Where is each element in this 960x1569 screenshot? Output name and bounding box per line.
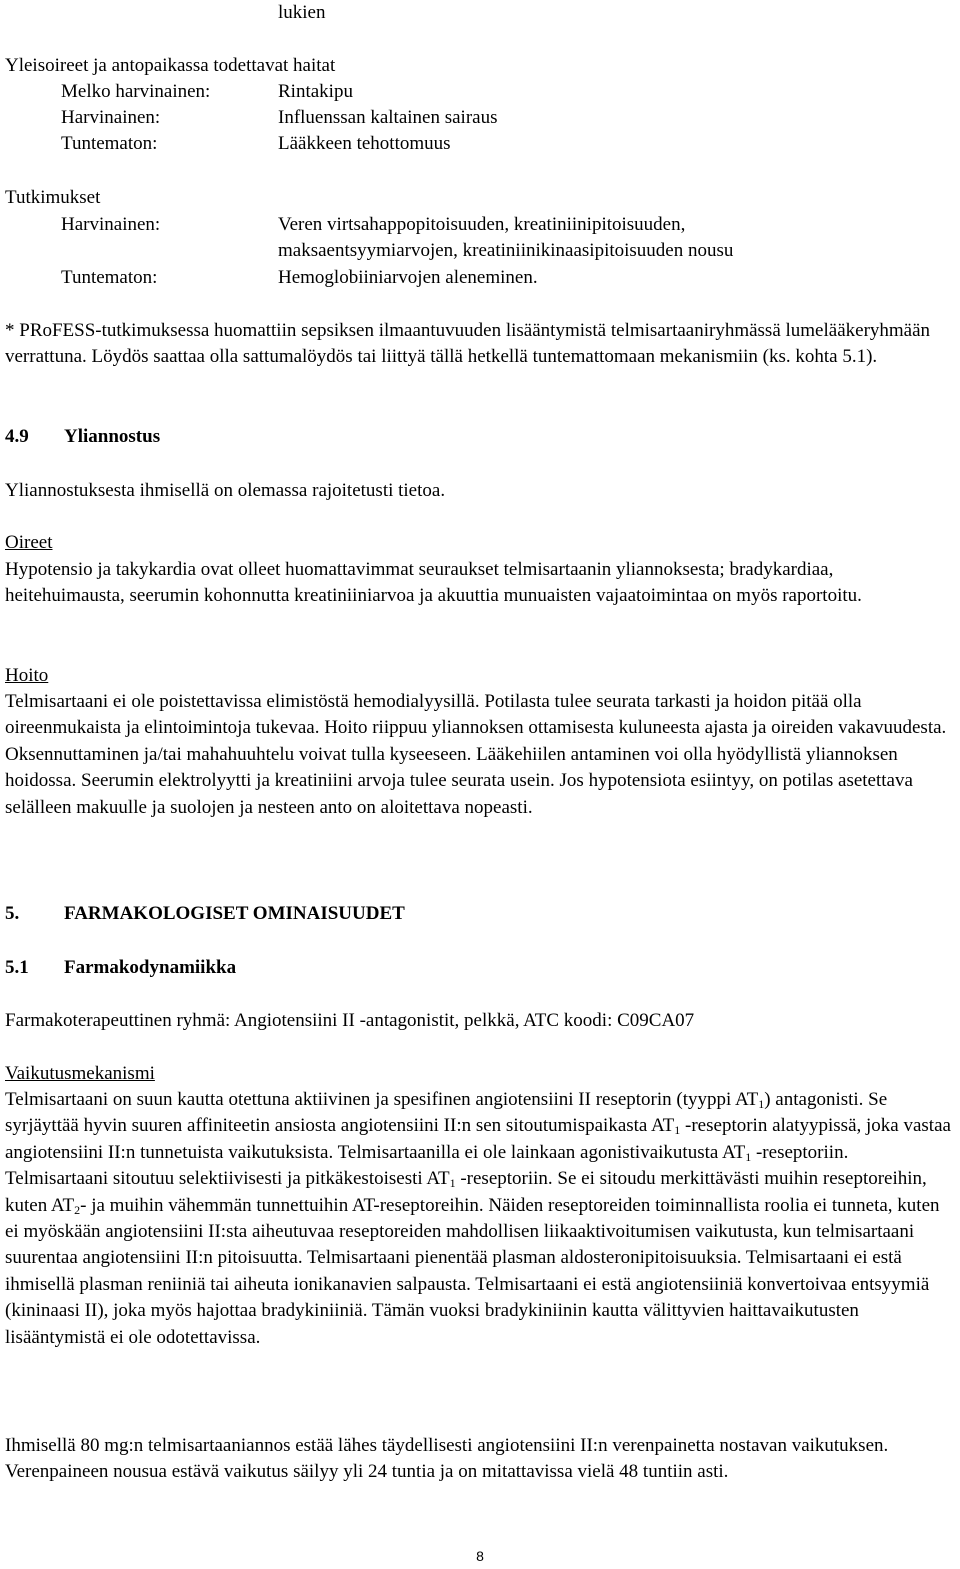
mechanism-text: - ja muihin vähemmän tunnettuihin AT-reseptoreihin. Näiden reseptoreiden toiminnallista roolia ei tunneta, kuten ei myöskään angiotensiini II:sta aiheutuvaa reseptoreiden mahdollisen liikaaktivoitumisen vaikutusta, kun telmisartaani suurentaa angiotensiini II:n pitoisuutta. Telmisartaani pienentää plasman aldosteronipitoisuuksia. Telmisartaani ei estä ihmisellä plasman reniiniä tai aiheuta ionikanavien salpausta. Telmisartaani ei estä angiotensiiniä konvertoivaa entsyymiä (kininaasi II), joka myös hajottaa bradykiniiniä. Tämän vuoksi bradykiniinin kautta välittyvien haittavaikutusten lisääntymistä ei ole odotettavissa.	[5, 1194, 940, 1348]
mechanism-heading: Vaikutusmekanismi	[5, 1063, 155, 1084]
section-number: 4.9	[5, 426, 29, 447]
adverse-effect: Hemoglobiiniarvojen aleneminen.	[278, 267, 538, 288]
treatment-paragraph: Telmisartaani ei ole poistettavissa elimistöstä hemodialyysillä. Potilasta tulee seurata tarkasti ja hoidon pitää olla oireenmukaista ja elintoimintoja tukevaa. Hoito riippuu yliannoksen ottamisesta kuluneesta ajasta ja oireiden vakavuudesta. Oksennuttaminen ja/tai mahahuuhtelu voivat tulla kyseeseen. Lääkehiilen antaminen voi olla hyödyllistä yliannoksen hoidossa. Seerumin elektrolyytti ja kreatiniini arvoja tulee seurata usein. Jos hypotensiota esiintyy, on potilas asetettava selälleen makuulle ja suolojen ja nesteen anto on aloitettava nopeasti.	[5, 691, 947, 818]
frequency-label: Tuntematon:	[61, 267, 158, 288]
footnote-paragraph: * PRoFESS-tutkimuksessa huomattiin sepsiksen ilmaantuvuuden lisääntymistä telmisartaaniryhmässä lumelääkeryhmään verrattuna. Löydös saattaa olla sattumalöydös tai liittyä tällä hetkellä tuntemattomaan mekanismiin (ks. kohta 5.1).	[5, 320, 931, 368]
pharmacotherapeutic-group: Farmakoterapeuttinen ryhmä: Angiotensiini II -antagonistit, pelkkä, ATC koodi: C09CA07	[5, 1010, 695, 1031]
treatment-heading: Hoito	[5, 665, 49, 686]
subscript: 1	[449, 1176, 456, 1191]
section-title: Yliannostus	[64, 426, 161, 447]
adverse-effect: Rintakipu	[278, 81, 353, 102]
mechanism-text: -reseptorin alatyypissä, joka vastaa angiotensiini II:n tunnetuista vaikutuksista. Telmisartaanilla ei ole lainkaan agonistivaikutusta AT	[5, 1115, 951, 1163]
frequency-label: Harvinainen:	[61, 107, 161, 128]
subscript: 2	[74, 1202, 81, 1217]
mechanism-text: Telmisartaani on suun kautta otettuna aktiivinen ja spesifinen angiotensiini II reseptorin (tyyppi AT	[5, 1089, 759, 1110]
frequency-label: Harvinainen:	[61, 214, 161, 235]
section-title: Farmakodynamiikka	[64, 957, 237, 978]
adverse-effect: Influenssan kaltainen sairaus	[278, 107, 498, 128]
general-disorders-heading: Yleisoireet ja antopaikassa todettavat haitat	[5, 55, 336, 76]
frequency-label: Melko harvinainen:	[61, 81, 211, 102]
section-title: FARMAKOLOGISET OMINAISUUDET	[64, 903, 405, 924]
mechanism-paragraph	[5, 1087, 955, 1351]
continued-fragment: lukien	[278, 2, 326, 23]
symptoms-paragraph: Hypotensio ja takykardia ovat olleet huomattavimmat seuraukset telmisartaanin yliannoksesta; bradykardiaa, heitehuimausta, seerumin kohonnutta kreatiniiniarvoa ja akuuttia munuaisten vajaatoimintaa on myös raportoitu.	[5, 559, 862, 607]
symptoms-heading: Oireet	[5, 532, 53, 553]
section-number: 5.1	[5, 957, 29, 978]
investigations-heading: Tutkimukset	[5, 187, 101, 208]
frequency-label: Tuntematon:	[61, 133, 158, 154]
subscript: 1	[674, 1123, 681, 1138]
mechanism-text: -reseptoriin. Se ei sitoudu merkittävästi muihin reseptoreihin, kuten AT	[5, 1168, 927, 1216]
dose-effect-paragraph: Ihmisellä 80 mg:n telmisartaaniannos estää lähes täydellisesti angiotensiini II:n verenpainetta nostavan vaikutuksen. Verenpaineen nousua estävä vaikutus säilyy yli 24 tuntia ja on mitattavissa vielä 48 tuntiin asti.	[5, 1435, 889, 1483]
adverse-effect-continued: maksaentsyymiarvojen, kreatiniinikinaasipitoisuuden nousu	[278, 240, 734, 261]
mechanism-text: ) antagonisti. Se syrjäyttää hyvin suuren affiniteetin ansiosta angiotensiini II:n sen sitoutumispaikasta AT	[5, 1089, 888, 1137]
section-number: 5.	[5, 903, 20, 924]
subscript: 1	[758, 1097, 765, 1111]
overdose-intro: Yliannostuksesta ihmisellä on olemassa rajoitetusti tietoa.	[5, 480, 446, 501]
subscript: 1	[745, 1149, 752, 1164]
adverse-effect: Veren virtsahappopitoisuuden, kreatiniinipitoisuuden,	[278, 214, 686, 235]
page-number: 8	[476, 1548, 484, 1564]
adverse-effect: Lääkkeen tehottomuus	[278, 133, 451, 154]
mechanism-text: -reseptoriin. Telmisartaani sitoutuu selektiivisesti ja pitkäkestoisesti AT	[5, 1141, 849, 1190]
